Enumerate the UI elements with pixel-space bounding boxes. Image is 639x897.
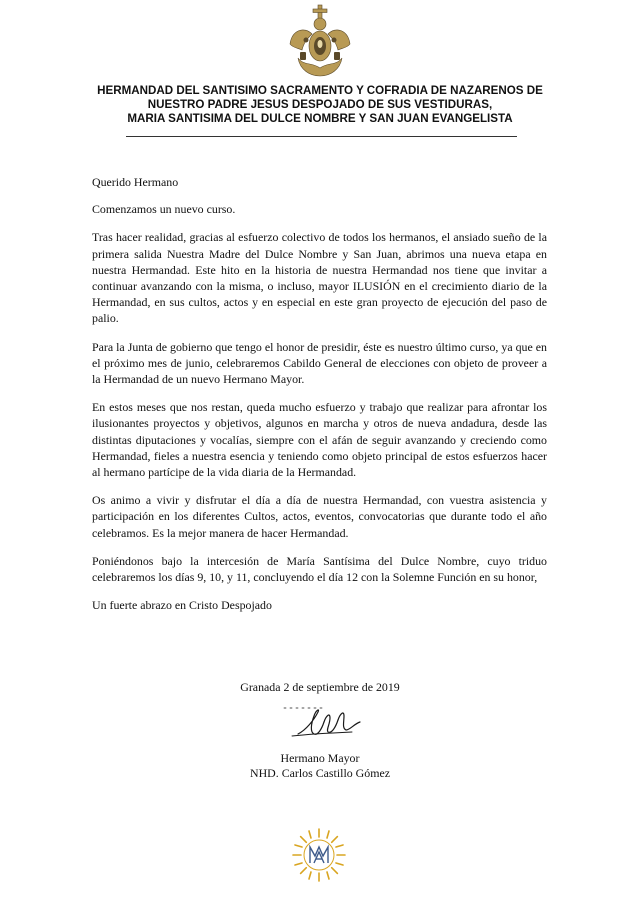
signer-name: NHD. Carlos Castillo Gómez <box>249 766 391 781</box>
paragraph-3: Para la Junta de gobierno que tengo el honor de presidir, éste es nuestro último curso, ya que en el próximo mes de junio, celebraremos Cabildo General de elecciones con objeto de proveer a la Hermandad de un nuevo Hermano Mayor. <box>92 339 547 387</box>
paragraph-2: Tras hacer realidad, gracias al esfuerzo colectivo de todos los hermanos, el ansiado sueño de la primera salida Nuestra Madre del Dulce Nombre y San Juan, abrimos una nueva etapa en nuestra Hermandad. Este hito en la historia de nuestra Hermandad nos tiene que invitar a continuar avanzando con la misma, o incluso, mayor ILUSIÓN en el crecimiento diario de la Hermandad, en sus cultos, actos y en especial en este gran proyecto de ejecución del paso de palio. <box>92 230 547 326</box>
letter-date: Granada 2 de septiembre de 2019 <box>240 680 400 694</box>
closing: Un fuerte abrazo en Cristo Despojado <box>92 598 272 613</box>
header-line-3: MARIA SANTISIMA DEL DULCE NOMBRE Y SAN JUAN EVANGELISTA <box>127 112 513 125</box>
header-line-1: HERMANDAD DEL SANTISIMO SACRAMENTO Y COFRADIA DE NAZARENOS DE <box>97 84 543 97</box>
paragraph-6: Poniéndonos bajo la intercesión de María Santísima del Dulce Nombre, cuyo triduo celebraremos los días 9, 10, y 11, concluyendo el día 12 con la Solemne Función en su honor, <box>92 553 547 585</box>
header-divider <box>126 136 517 137</box>
paragraph-4: En estos meses que nos restan, queda mucho esfuerzo y trabajo que realizar para afrontar los ilusionantes proyectos y objetivos, algunos en marcha y otros de nueva andadura, desde las distintas diputaciones y vocalías, siempre con el afán de seguir avanzando y creciendo como Hermandad, fieles a nuestra esencia y teniendo como objeto principal de estos esfuerzos hacer al hermano partícipe de la vida diaria de la Hermandad. <box>92 400 547 480</box>
greeting: Querido Hermano <box>92 175 179 189</box>
signer-title: Hermano Mayor <box>280 751 360 765</box>
letter-body <box>92 174 547 613</box>
paragraph-1: Comenzamos un nuevo curso. <box>92 202 236 217</box>
handwritten-signature <box>280 700 370 742</box>
marian-monogram-seal-icon <box>292 828 346 882</box>
brotherhood-crest-icon <box>286 4 354 78</box>
brotherhood-header <box>70 84 570 126</box>
paragraph-5: Os animo a vivir y disfrutar el día a día de nuestra Hermandad, con vuestra asistencia y participación en los diferentes Cultos, actos, eventos, convocatorias que durante todo el año celebramos. Es la mejor manera de hacer Hermandad. <box>92 493 547 540</box>
signer-block <box>220 751 420 782</box>
header-line-2: NUESTRO PADRE JESUS DESPOJADO DE SUS VESTIDURAS, <box>147 98 493 111</box>
